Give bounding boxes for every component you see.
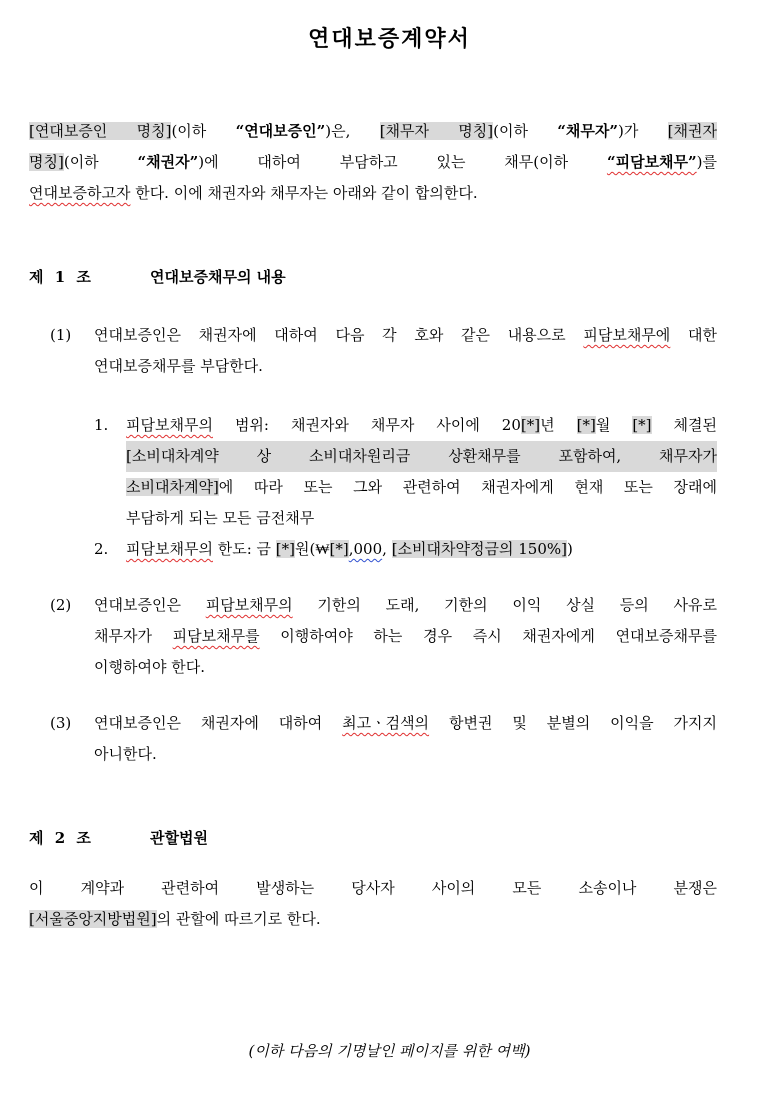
article-1-title: 연대보증채무의 내용 — [150, 268, 286, 286]
item-2-number: 2. — [94, 540, 109, 558]
article-2-title: 관할법원 — [150, 829, 208, 847]
paragraph-3-line-2: 아니한다. — [94, 745, 157, 763]
text: 소비대차계약] — [126, 478, 219, 496]
guarantor-term: “연대보증인” — [235, 122, 326, 140]
text: (이하 — [63, 153, 138, 171]
day-placeholder: [*] — [632, 416, 652, 434]
text: ) — [566, 540, 573, 558]
text: 기한의 도래, 기한의 이익 상실 등의 사유로 — [292, 596, 717, 614]
text: 범위: 채권자와 채무자 사이에 20 — [212, 416, 521, 434]
preamble-line-3 — [29, 178, 478, 209]
text: 대한 — [670, 326, 717, 344]
text: 체결된 — [651, 416, 717, 434]
paragraph-3-number: (3) — [50, 714, 72, 732]
text: 최고ㆍ검색의 — [342, 714, 430, 732]
text: 연대보증하고자 — [29, 184, 131, 202]
paragraph-2-line-2 — [94, 621, 717, 652]
text: )가 — [618, 122, 668, 140]
preamble-line-1 — [29, 116, 717, 147]
text: 에 따라 또는 그와 관련하여 채권자에게 현재 또는 장래에 — [218, 478, 717, 496]
text: 한도: 금 — [212, 540, 276, 558]
text: 년 — [540, 416, 577, 434]
preamble-line-2 — [29, 147, 717, 178]
creditor-name-placeholder-end: 명칭] — [29, 153, 64, 171]
paragraph-1-number: (1) — [50, 326, 72, 344]
text: , — [382, 540, 392, 558]
document-title: 연대보증계약서 — [308, 26, 471, 52]
item-1-line-3 — [126, 472, 717, 503]
item-1-line-2: [소비대차계약 상 소비대차원리금 상환채무를 포함하여, 채무자가 — [126, 441, 717, 472]
text: (이하 — [171, 122, 236, 140]
year-placeholder: [*] — [520, 416, 541, 434]
text: 이행하여야 하는 경우 즉시 채권자에게 연대보증채무를 — [259, 627, 717, 645]
paragraph-1-line-1 — [94, 320, 717, 351]
debtor-term: “채무자” — [557, 122, 618, 140]
item-1-number: 1. — [94, 416, 109, 434]
creditor-name-placeholder: [채권자 — [667, 122, 717, 140]
text: 피담보채무를 — [172, 627, 260, 645]
article-1-number: 제 1 조 — [29, 268, 91, 286]
limit-placeholder: [소비대차약정금의 150%] — [391, 540, 567, 558]
text: ,000 — [348, 540, 383, 558]
item-2-line — [126, 534, 573, 565]
text: 피담보채무의 — [205, 596, 293, 614]
article-2-number: 제 2 조 — [29, 829, 91, 847]
text: 한다. 이에 채권자와 채무자는 아래와 같이 합의한다. — [130, 184, 478, 202]
month-placeholder: [*] — [576, 416, 596, 434]
text: 연대보증인은 채권자에 대하여 다음 각 호와 같은 내용으로 — [94, 326, 584, 344]
text: 항변권 및 분별의 이익을 가지지 — [429, 714, 717, 732]
secured-debt-term: “피담보채무” — [606, 153, 697, 171]
text: 피담보채무의 — [126, 416, 213, 434]
text: 연대보증인은 채권자에 대하여 — [94, 714, 343, 732]
paragraph-3-line-1 — [94, 708, 717, 739]
text: 의 관할에 따르기로 한다. — [156, 910, 321, 928]
creditor-term: “채권자” — [137, 153, 199, 171]
debtor-name-placeholder: [채무자 명칭] — [379, 122, 494, 140]
paragraph-2-line-3: 이행하여야 한다. — [94, 658, 205, 676]
text: )에 대하여 부담하고 있는 채무(이하 — [198, 153, 607, 171]
text: 피담보채무에 — [583, 326, 671, 344]
paragraph-1-line-2: 연대보증채무를 부담한다. — [94, 357, 263, 375]
amount-digits-placeholder: [*] — [329, 540, 349, 558]
text: 월 — [595, 416, 633, 434]
text: (이하 — [493, 122, 558, 140]
item-1-line-1 — [126, 410, 717, 441]
article-2-line-2 — [29, 904, 321, 935]
text: 연대보증인은 — [94, 596, 206, 614]
article-2-line-1: 이 계약과 관련하여 발생하는 당사자 사이의 모든 소송이나 분쟁은 — [29, 879, 717, 897]
court-placeholder: [서울중앙지방법원] — [29, 910, 157, 928]
item-1-line-4: 부담하게 되는 모든 금전채무 — [126, 509, 315, 527]
text: 채무자가 — [94, 627, 173, 645]
text: )은, — [325, 122, 380, 140]
text: 원(₩ — [295, 540, 330, 558]
text: 피담보채무의 — [126, 540, 213, 558]
blank-page-note: (이하 다음의 기명날인 페이지를 위한 여백) — [248, 1042, 531, 1060]
paragraph-2-number: (2) — [50, 596, 72, 614]
amount-placeholder: [*] — [275, 540, 296, 558]
text: )를 — [696, 153, 718, 171]
paragraph-2-line-1 — [94, 590, 717, 621]
guarantor-name-placeholder: [연대보증인 명칭] — [29, 122, 172, 140]
